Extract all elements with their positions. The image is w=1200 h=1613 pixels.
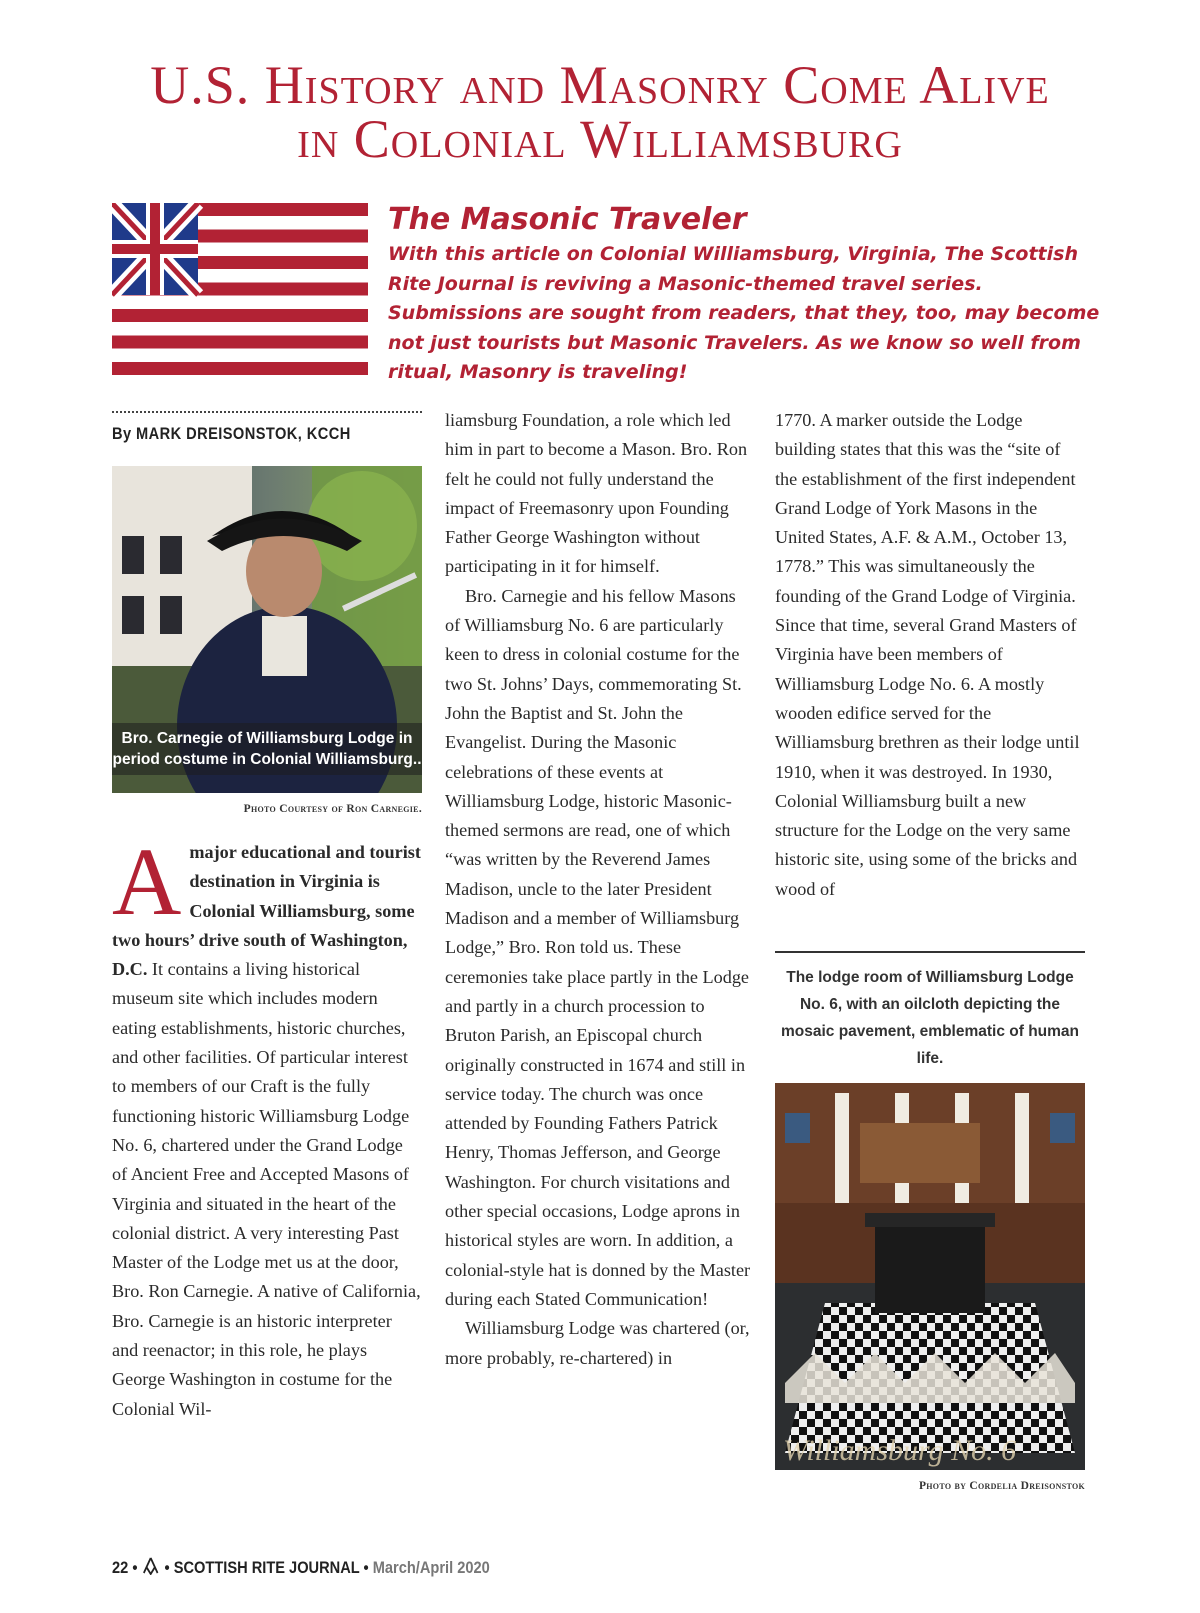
- carnegie-photo-credit: Photo Courtesy of Ron Carnegie.: [243, 803, 422, 815]
- page-number: 22: [112, 1557, 129, 1577]
- lodge-room-photo-credit: Photo by Cordelia Dreisonstok: [918, 1480, 1085, 1492]
- carnegie-photo: [112, 466, 422, 793]
- article-column-2: [445, 406, 755, 1373]
- lodge-room-caption: The lodge room of Williamsburg Lodge No. 6, with an oilcloth depicting the mosaic pavement, emblematic of human life.: [780, 969, 1080, 1067]
- lodge-room-illustration: [775, 1083, 1085, 1470]
- lodge-room-photo: [775, 1083, 1085, 1470]
- title-line-2: in Colonial Williamsburg: [297, 109, 903, 169]
- lodge-photo-watermark: Williamsburg No. 6: [783, 1434, 1017, 1467]
- masonic-traveler-box: [388, 200, 1108, 388]
- title-line-1: U.S. History and Masonry Come Alive: [150, 55, 1050, 115]
- caption-divider: [775, 951, 1085, 953]
- article-lead-bold: major educational and tourist destination in Virginia is Colonial Williamsburg, some two hours’ drive south of Washington, D.C.: [112, 842, 421, 980]
- article-col3-paragraph-1: 1770. A marker outside the Lodge building states that this was the “site of the establishment of the first independent Grand Lodge of York Masons in the United States, A.F. & A.M., October 13, 1778.” This was simultaneously the founding of the Grand Lodge of Virginia. Since that time, several Grand Masters of Virginia have been members of Williamsburg Lodge No. 6. A mostly wooden edifice served for the Williamsburg brethren as their lodge until 1910, when it was destroyed. In 1930, Colonial Williamsburg built a new structure for the Lodge on the very same historic site, using some of the bricks and wood of: [775, 410, 1080, 899]
- article-col2-paragraph-3: Williamsburg Lodge was chartered (or, more probably, re-chartered) in: [445, 1318, 750, 1368]
- article-column-3: [775, 406, 1085, 904]
- square-and-compass-icon: [142, 1557, 161, 1580]
- byline: By MARK DREISONSTOK, KCCH: [112, 424, 351, 443]
- article-col2-paragraph-1: liamsburg Foundation, a role which led him in part to become a Mason. Bro. Ron felt he could not fully understand the impact of Freemasonry upon Founding Father George Washington without participating in it for himself.: [445, 410, 748, 577]
- carnegie-photo-caption: Bro. Carnegie of Williamsburg Lodge in period costume in Colonial Williamsburg..: [112, 723, 422, 775]
- article-column-1: [112, 828, 422, 1424]
- masonic-traveler-heading: The Masonic Traveler: [388, 202, 747, 237]
- issue-date: March/April 2020: [372, 1557, 490, 1577]
- article-title: [0, 55, 1200, 169]
- page-footer: 22 • • SCOTTISH RITE JOURNAL • March/April 2020: [112, 1557, 490, 1580]
- masonic-traveler-intro: With this article on Colonial Williamsburg, Virginia, The Scottish Rite Journal is reviving a Masonic-themed travel series. Submissions are sought from readers, that they, too, may become not just tourists but Masonic Travelers. As we know so well from ritual, Masonry is traveling!: [388, 243, 1100, 383]
- article-col2-paragraph-2: Bro. Carnegie and his fellow Masons of Williamsburg No. 6 are particularly keen to dress in colonial costume for the two St. Johns’ Days, commemorating St. John the Baptist and St. John the Evangelist. During the Masonic celebrations of these events at Williamsburg Lodge, historic Masonic-themed sermons are read, one of which “was written by the Reverend James Madison, uncle to the later President Madison and a member of Williamsburg Lodge,” Bro. Ron told us. These ceremonies take place partly in the Lodge and partly in a church procession to Bruton Parish, an Episcopal church originally constructed in 1674 and still in service today. The church was once attended by Founding Fathers Patrick Henry, Thomas Jefferson, and George Washington. For church visitations and other special occasions, Lodge aprons in historical styles are worn. In addition, a colonial-style hat is donned by the Master during each Stated Communication!: [445, 585, 751, 1309]
- article-lead-paragraph: [112, 828, 422, 1424]
- article-col1-text: It contains a living historical museum site which includes modern eating establishments, historic churches, and other facilities. Of particular interest to members of our Craft is the fully functioning historic Williamsburg Lodge No. 6, chartered under the Grand Lodge of Ancient Free and Accepted Masons of Virginia and situated in the heart of the colonial district. A very interesting Past Master of the Lodge met us at the door, Bro. Ron Carnegie. A native of California, Bro. Carnegie is an historic interpreter and reenactor; in this role, he plays George Washington in costume for the Colonial Wil-: [112, 959, 421, 1419]
- grand-union-flag-image: [112, 203, 368, 375]
- drop-cap: A: [112, 828, 182, 935]
- journal-name: SCOTTISH RITE JOURNAL: [173, 1557, 360, 1577]
- byline-divider: [112, 411, 422, 413]
